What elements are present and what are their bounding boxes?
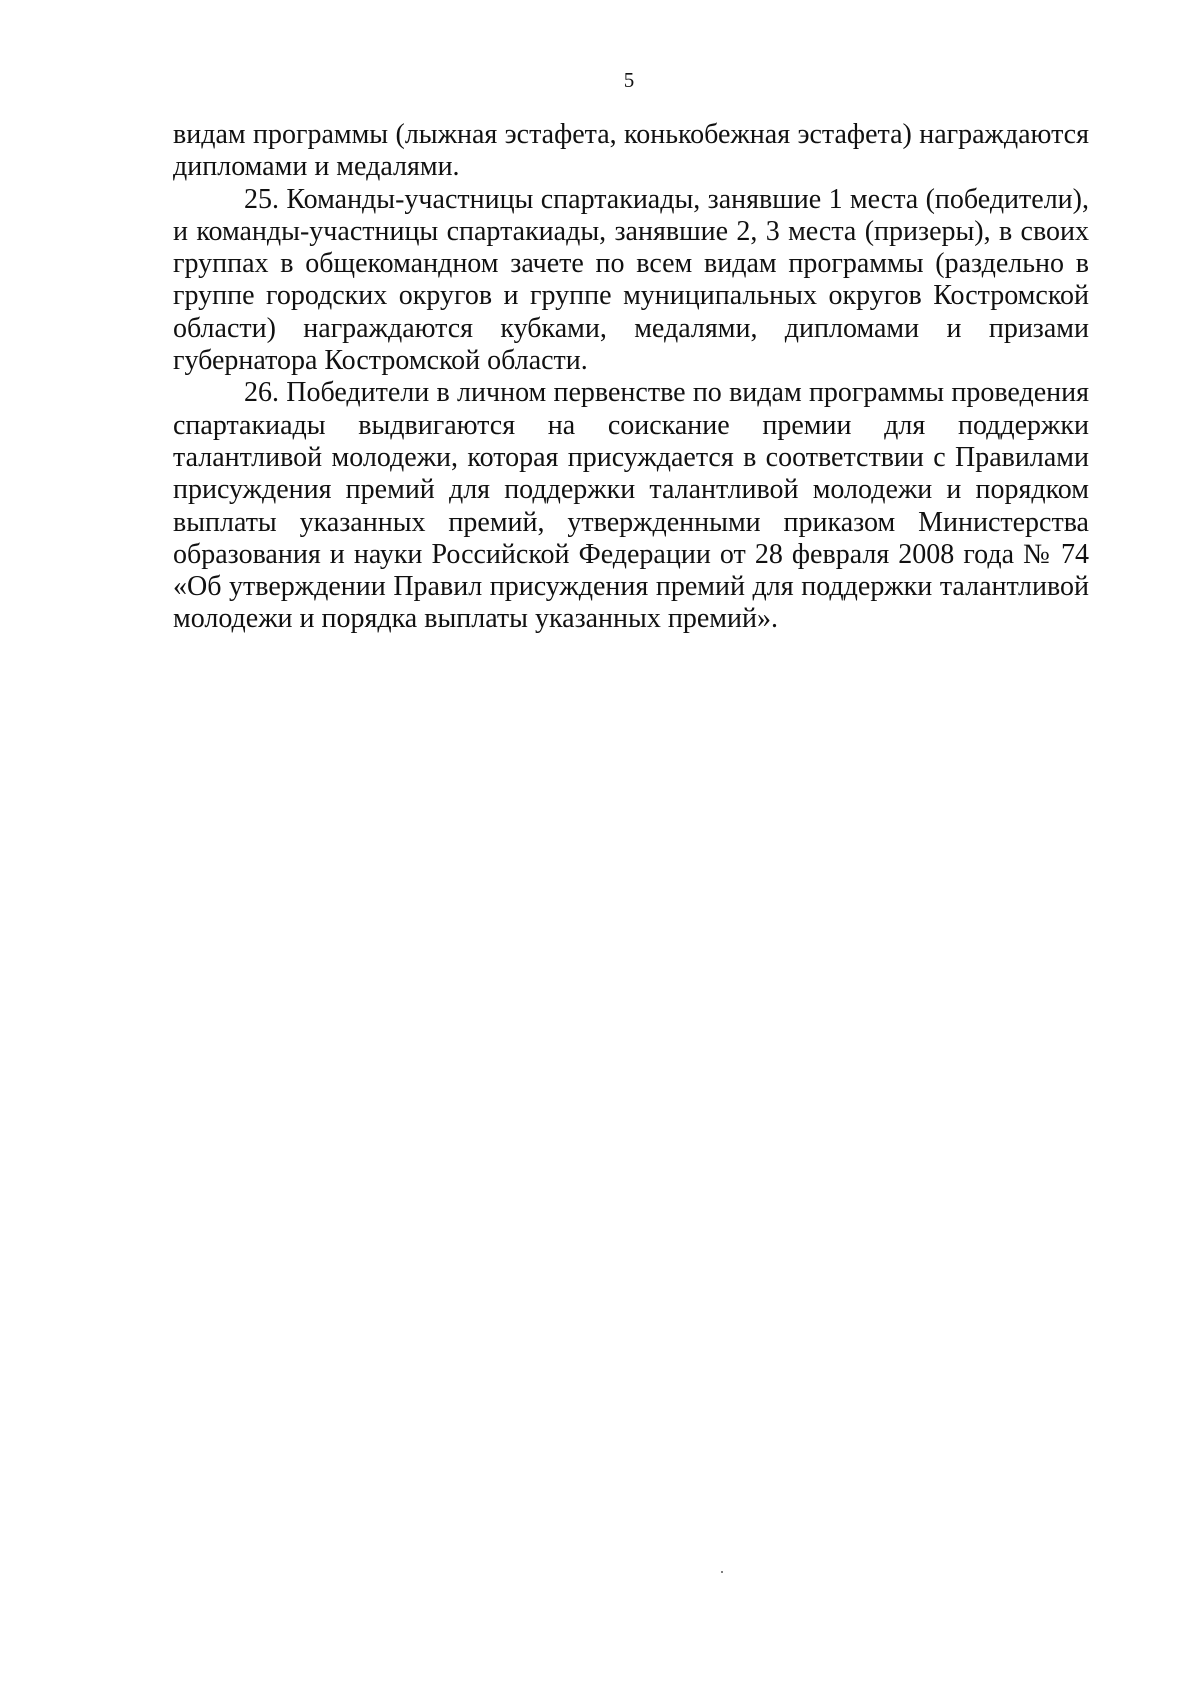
document-body bbox=[173, 119, 1089, 636]
page-number: 5 bbox=[623, 68, 635, 92]
paragraph-item-25: 25. Команды-участницы спартакиады, занявшие 1 места (победители), и команды-участницы спартакиады, занявшие 2, 3 места (призеры), в своих группах в общекомандном зачете по всем видам программы (раздельно в группе городских округов и группе муниципальных округов Костромской области) награждаются кубками, медалями, дипломами и призами губернатора Костромской области. bbox=[173, 183, 1089, 377]
paragraph-continuation: видам программы (лыжная эстафета, конькобежная эстафета) награждаются дипломами и медалями. bbox=[173, 119, 1089, 183]
scan-speck bbox=[721, 1571, 723, 1573]
paragraph-item-26: 26. Победители в личном первенстве по видам программы проведения спартакиады выдвигаются на соискание премии для поддержки талантливой молодежи, которая присуждается в соответствии с Правилами присуждения премий для поддержки талантливой молодежи и порядком выплаты указанных премий, утвержденными приказом Министерства образования и науки Российской Федерации от 28 февраля 2008 года № 74 «Об утверждении Правил присуждения премий для поддержки талантливой молодежи и порядка выплаты указанных премий». bbox=[173, 377, 1089, 635]
